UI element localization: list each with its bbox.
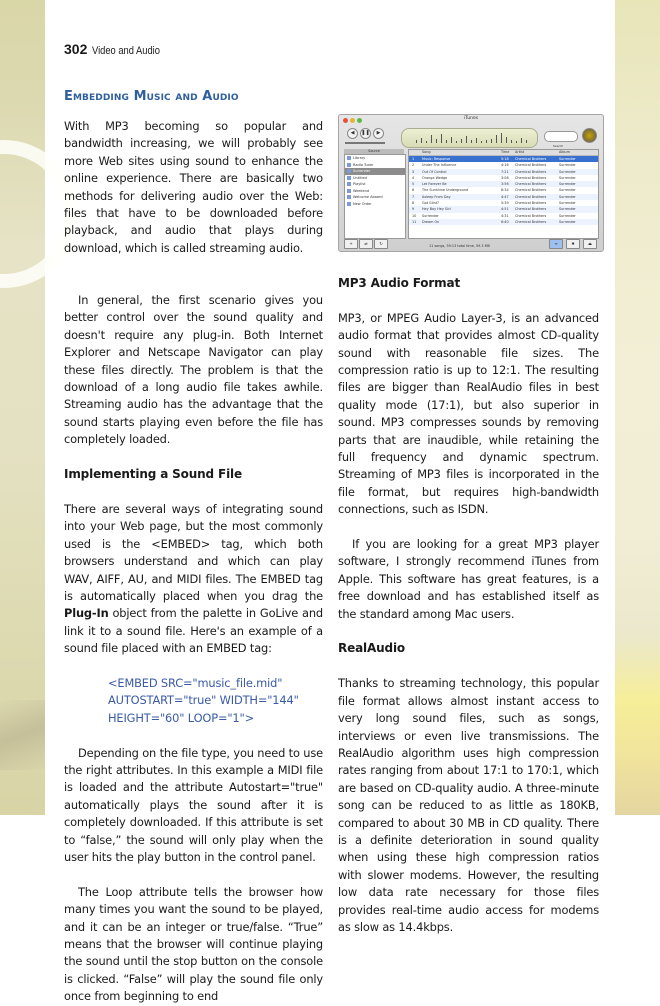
- column-song: Song: [422, 150, 431, 154]
- pause-icon: ❚❚: [360, 128, 371, 139]
- track-artist: Chemical Brothers: [515, 188, 547, 193]
- paragraph: Depending on the file type, you need to use the right attributes. In this example a MIDI file is loaded and the attribute Autostart="true" automatically plays the sound after it is completely downloaded. If this attribute is set to “false,” the sound will only play when the user hits the play button in the control panel.: [64, 745, 323, 864]
- source-item: Welcome Aboard: [345, 194, 405, 201]
- track-time: 4:47: [501, 194, 509, 199]
- itunes-window-figure: [338, 114, 604, 252]
- track-song: Music: Response: [422, 157, 451, 161]
- track-song: Got Glint?: [422, 201, 439, 206]
- track-album: Surrender: [559, 169, 576, 174]
- track-artist: Chemical Brothers: [515, 175, 547, 180]
- previous-icon: ◀: [347, 128, 358, 139]
- paragraph: There are several ways of integrating sound into your Web page, but the most commonly used is the <EMBED> tag, which both browsers understand and which can play WAV, AIFF, AU, and MIDI files. The EMBED tag is automatically placed when you drag the Plug-In object from the palette in GoLive and link it to a sound file. Here's an example of a sound file placed with an EMBED tag:: [64, 501, 323, 656]
- visualizer-icon: ✹: [566, 239, 580, 249]
- code-line: HEIGHT="60" LOOP="1">: [108, 710, 255, 725]
- track-album: Surrender: [559, 213, 576, 218]
- source-item: Untitled: [345, 175, 405, 182]
- track-n: 6: [412, 188, 415, 193]
- track-time: 4:16: [501, 163, 509, 168]
- code-line: AUTOSTART="true" WIDTH="144": [108, 693, 299, 708]
- track-time: 4:31: [501, 213, 509, 218]
- column-time: Time: [501, 150, 510, 154]
- paragraph: In general, the first scenario gives you better control over the sound quality and doesn't require any plug-in. Both Internet Explorer and Netscape Navigator can play these files directly. The problem is that the download of a long audio file takes awhile. Streaming audio has the advantage that the sound starts playing even before the file has completely loaded.: [64, 293, 323, 447]
- track-n: 10: [412, 213, 417, 218]
- column-artist: Artist: [515, 150, 525, 154]
- track-artist: Chemical Brothers: [515, 213, 547, 218]
- waveform-bar: [491, 139, 492, 143]
- waveform-bar: [506, 137, 507, 143]
- equalizer-icon: ≡: [549, 239, 563, 249]
- waveform-bar: [461, 139, 462, 143]
- source-item: Playlist: [345, 181, 405, 188]
- track-artist: Chemical Brothers: [515, 201, 547, 206]
- right-margin-decoration: [615, 0, 660, 815]
- track-song: Let Forever Be: [422, 182, 447, 187]
- track-time: 5:39: [501, 201, 509, 206]
- source-item: New Order: [345, 201, 405, 208]
- library-icon: [347, 156, 351, 160]
- waveform-bar: [476, 138, 477, 143]
- plug-in-term: Plug-In: [64, 606, 109, 621]
- waveform-bar: [466, 136, 467, 143]
- running-header: [64, 41, 172, 58]
- track-song: Asleep From Day: [422, 194, 451, 199]
- track-song: Under The Influence: [422, 163, 457, 168]
- track-album: Surrender: [559, 182, 576, 187]
- track-time: 4:51: [501, 207, 509, 212]
- waveform-bar: [441, 134, 442, 143]
- track-artist: Chemical Brothers: [515, 169, 547, 174]
- waveform-bar: [426, 141, 427, 143]
- paragraph: If you are looking for a great MP3 player software, I strongly recommend iTunes from Apple. This software has great features, is a free download and has established itself as the standard among Mac users.: [338, 537, 599, 621]
- bottom-bar: [339, 239, 603, 251]
- waveform-bar: [421, 138, 422, 143]
- source-header: Source: [344, 149, 404, 154]
- playlist-icon: [347, 195, 351, 199]
- playlist-icon: [347, 189, 351, 193]
- track-album: Surrender: [559, 219, 576, 224]
- shuffle-icon: ⇄: [359, 239, 373, 249]
- running-title: Video and Audio: [92, 45, 161, 57]
- playlist-icon: [347, 176, 351, 180]
- code-line: <EMBED SRC="music_file.mid": [108, 675, 283, 690]
- track-n: 5: [412, 182, 415, 187]
- margin-shadow: [0, 700, 45, 770]
- left-margin-decoration: [0, 0, 45, 815]
- track-album: Surrender: [559, 201, 576, 206]
- burn-icon: [582, 128, 597, 143]
- source-item: Weekend: [345, 188, 405, 195]
- paragraph: MP3, or MPEG Audio Layer-3, is an advanced audio format that provides almost CD-quality sound with reasonable file sizes. The compression ratio is up to 12:1. The resulting files are bigger than RealAudio files in best quality mode (17:1), but also superior in sound. MP3 compresses sounds by removing parts that are inaudible, while retaining the full frequency and dynamic spectrum. Streaming of MP3 files is incorporated in the file format, but requires high-bandwidth connections, such as ISDN.: [338, 310, 599, 517]
- track-artist: Chemical Brothers: [515, 163, 547, 168]
- status-text: 11 songs, 59:13 total time, 59.3 MB: [429, 244, 490, 248]
- track-artist: Chemical Brothers: [515, 194, 547, 199]
- next-icon: ▶: [373, 128, 384, 139]
- waveform-bar: [416, 140, 417, 143]
- track-n: 9: [412, 207, 415, 212]
- add-playlist-icon: +: [344, 239, 358, 249]
- waveform-bar: [456, 141, 457, 143]
- track-time: 3:08: [501, 175, 509, 180]
- paragraph: Thanks to streaming technology, this popular file format allows almost instant access to very long sound files, such as songs, interviews or even live transmissions. The RealAudio algorithm uses high compression rates ranging from about 17:1 to 170:1, which are based on CD-quality audio. A three-minute song can be reduced to as little as 180KB, compared to about 30 MB in CD quality. There is a definite deterioration in sound quality when using these high compression ratios with slower modems. However, the resulting low data rate necessary for those files provides real-time audio access for modems as slow as 14.4kbps.: [338, 676, 599, 934]
- track-n: 4: [412, 175, 415, 180]
- subheading-mp3: MP3 Audio Format: [338, 276, 461, 290]
- playlist-icon: [347, 169, 351, 173]
- source-item: Surrender: [345, 168, 405, 175]
- waveform-bar: [511, 140, 512, 143]
- track-n: 7: [412, 194, 415, 199]
- waveform-bar: [521, 138, 522, 143]
- source-list: [344, 154, 406, 239]
- track-artist: Chemical Brothers: [515, 219, 547, 224]
- track-song: Out Of Control: [422, 169, 447, 174]
- track-n: 11: [412, 219, 417, 224]
- track-song: Dream On: [422, 219, 440, 224]
- track-album: Surrender: [559, 175, 576, 180]
- track-album: Surrender: [559, 188, 576, 193]
- waveform-bar: [501, 133, 502, 143]
- waveform-bar: [451, 137, 452, 143]
- track-artist: Chemical Brothers: [515, 157, 547, 161]
- waveform-bar: [516, 141, 517, 143]
- track-time: 7:21: [501, 169, 509, 174]
- track-n: 1: [412, 157, 415, 161]
- subheading-realaudio: RealAudio: [338, 641, 406, 656]
- column-album: Album: [559, 150, 570, 154]
- track-n: 3: [412, 169, 415, 174]
- subheading-implementing: Implementing a Sound File: [64, 467, 242, 482]
- track-n: 8: [412, 201, 415, 206]
- eject-icon: ⏏: [583, 239, 597, 249]
- track-n: 2: [412, 163, 415, 168]
- track-song: Orange Wedge: [422, 175, 448, 180]
- track-row: [409, 219, 598, 225]
- volume-slider: [345, 142, 385, 144]
- waveform-bar: [496, 135, 497, 143]
- visualizer-display: [401, 128, 538, 148]
- waveform-bar: [486, 140, 487, 143]
- radio-icon: [347, 163, 351, 167]
- track-song: Hey Boy Hey Girl: [422, 207, 451, 212]
- right-column: [338, 275, 599, 936]
- track-time: 3:56: [501, 182, 509, 187]
- track-album: Surrender: [559, 163, 576, 168]
- paragraph: With MP3 becoming so popular and bandwidth increasing, we will probably see more Web sites using sound to enhance the online experience. There are basically two methods for delivering audio over the Web: files that have to be downloaded before playback, and audio that plays during download, which is called streaming audio.: [64, 119, 323, 255]
- window-title: iTunes: [463, 116, 479, 121]
- track-artist: Chemical Brothers: [515, 207, 547, 212]
- search-field: [544, 131, 578, 142]
- source-item: Library: [345, 155, 405, 162]
- track-album: Surrender: [559, 207, 576, 212]
- waveform-bar: [471, 140, 472, 143]
- left-column: [64, 118, 323, 1006]
- track-time: 6:40: [501, 219, 509, 224]
- playlist-icon: [347, 202, 351, 206]
- track-time: 8:34: [501, 188, 509, 193]
- track-time: 5:18: [501, 157, 509, 161]
- track-list: [408, 149, 599, 239]
- search-label: Search: [553, 144, 564, 148]
- waveform-bar: [526, 140, 527, 143]
- section-title: Embedding Music and Audio: [64, 89, 239, 104]
- repeat-icon: ↻: [374, 239, 388, 249]
- source-item: Radio Tuner: [345, 162, 405, 169]
- waveform-bar: [431, 135, 432, 143]
- waveform-bar: [446, 140, 447, 143]
- track-song: Surrender: [422, 213, 439, 218]
- waveform-bar: [481, 141, 482, 143]
- playlist-icon: [347, 182, 351, 186]
- track-album: Surrender: [559, 194, 576, 199]
- paragraph: The Loop attribute tells the browser how many times you want the sound to be played, and it can be an integer or true/false. “True” means that the browser will continue playing the sound until the stop button on the console is clicked. “False” will play the sound file only once from beginning to end: [64, 884, 323, 1004]
- waveform-bar: [436, 139, 437, 143]
- page-number: 302: [64, 41, 88, 57]
- track-artist: Chemical Brothers: [515, 182, 547, 187]
- track-song: The Sunshine Underground: [422, 188, 469, 193]
- track-album: Surrender: [559, 157, 576, 161]
